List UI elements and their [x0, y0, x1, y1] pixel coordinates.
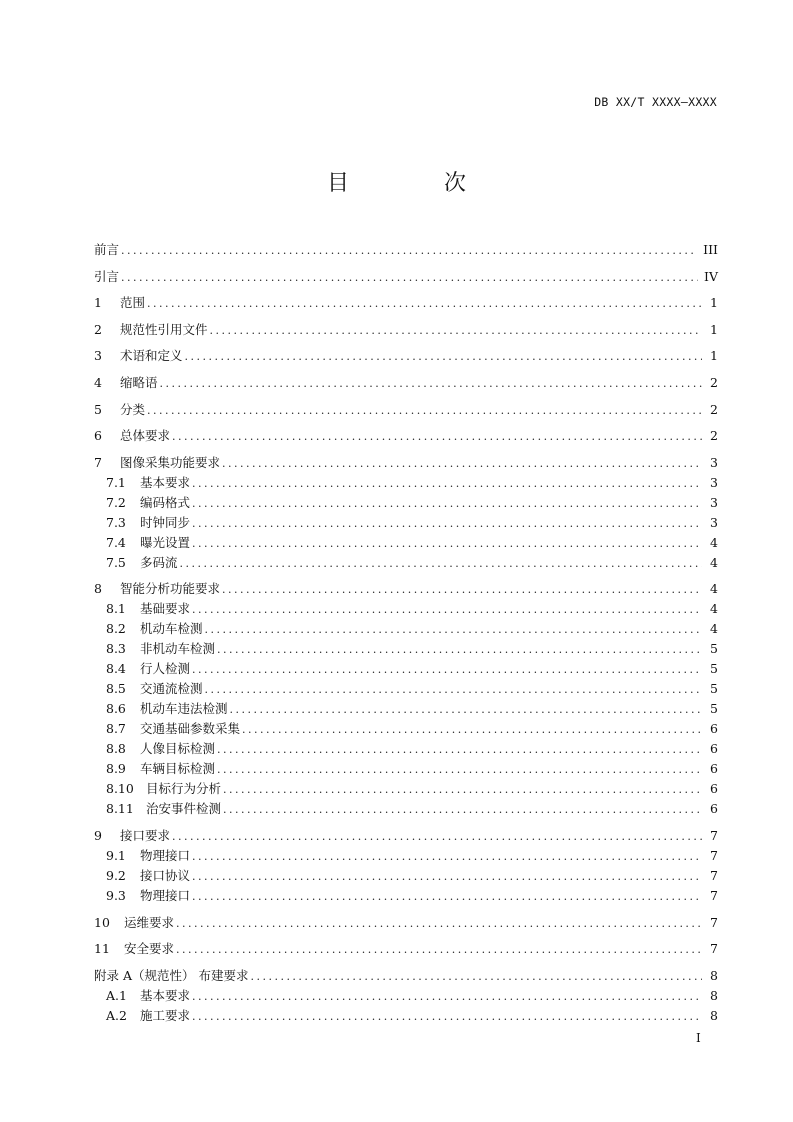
toc-entry-title: 接口协议 — [140, 867, 191, 883]
toc-entry-title: 目标行为分析 — [146, 781, 222, 797]
dot-leader — [222, 580, 702, 600]
toc-entry-number: 2 — [94, 321, 102, 337]
toc-entry[interactable] — [94, 267, 718, 287]
toc-entry[interactable] — [94, 739, 718, 759]
toc-entry-title: 基本要求 — [140, 474, 191, 490]
toc-entry-page: 1 — [710, 321, 718, 337]
toc-entry-page: 7 — [710, 847, 718, 863]
toc-entry[interactable] — [94, 759, 718, 779]
toc-entry-page: 4 — [710, 554, 718, 570]
toc-entry-title: 车辆目标检测 — [140, 761, 216, 777]
toc-entry-title: 术语和定义 — [120, 348, 183, 364]
dot-leader — [176, 940, 702, 960]
toc-entry-page: 5 — [710, 701, 718, 717]
toc-entry-title: 行人检测 — [140, 661, 191, 677]
dot-leader — [147, 294, 702, 314]
toc-entry[interactable] — [94, 400, 718, 420]
toc-entry-title: 智能分析功能要求 — [120, 581, 221, 597]
toc-entry-number: 8.9 — [106, 761, 126, 777]
dot-leader — [176, 914, 702, 934]
toc-entry[interactable] — [94, 373, 718, 393]
toc-entry-number: A.1 — [106, 987, 127, 1003]
dot-leader — [185, 347, 702, 367]
dot-leader — [180, 554, 702, 574]
toc-entry-page: 6 — [710, 741, 718, 757]
toc-entry-page: 8 — [710, 987, 718, 1003]
toc-entry-number: 5 — [94, 401, 102, 417]
toc-entry-number: 8 — [94, 581, 102, 597]
toc-entry-number: 9.1 — [106, 847, 126, 863]
toc-entry-title: 机动车违法检测 — [140, 701, 228, 717]
toc-entry-page: III — [703, 242, 718, 257]
document-code: DB XX/T XXXX—XXXX — [594, 95, 717, 109]
toc-entry[interactable] — [94, 473, 718, 493]
toc-entry-number: 7.2 — [106, 494, 126, 510]
toc-entry-title: 编码格式 — [140, 494, 191, 510]
toc-entry-number: 6 — [94, 428, 102, 444]
dot-leader — [192, 887, 702, 907]
toc-entry-title: 前言 — [94, 242, 120, 257]
toc-entry-title: 基础要求 — [140, 601, 191, 617]
dot-leader — [147, 401, 702, 421]
toc-entry[interactable] — [94, 579, 718, 599]
dot-leader — [121, 241, 697, 261]
toc-entry-title: 多码流 — [140, 554, 178, 570]
toc-entry-page: 8 — [710, 1007, 718, 1023]
toc-entry[interactable] — [94, 659, 718, 679]
toc-entry[interactable] — [94, 493, 718, 513]
dot-leader — [217, 640, 702, 660]
toc-entry-page: 6 — [710, 761, 718, 777]
dot-leader — [172, 827, 702, 847]
toc-entry-title: 规范性引用文件 — [120, 321, 208, 337]
toc-entry[interactable] — [94, 533, 718, 553]
toc-entry-title: 治安事件检测 — [146, 801, 222, 817]
toc-entry-title: 附录 A（规范性） 布建要求 — [94, 967, 249, 983]
toc-entry-number: 8.4 — [106, 661, 126, 677]
toc-entry[interactable] — [94, 599, 718, 619]
toc-entry-number: 7.3 — [106, 514, 126, 530]
toc-entry-page: 7 — [710, 827, 718, 843]
toc-entry-page: 3 — [710, 514, 718, 530]
toc-entry-number: 8.3 — [106, 641, 126, 657]
dot-leader — [230, 700, 702, 720]
dot-leader — [192, 474, 702, 494]
toc-entry-page: 3 — [710, 494, 718, 510]
toc-entry-title: 运维要求 — [124, 914, 175, 930]
dot-leader — [192, 514, 702, 534]
dot-leader — [223, 800, 702, 820]
toc-entry-page: IV — [704, 268, 718, 284]
toc-entry[interactable] — [94, 966, 718, 986]
toc-entry[interactable] — [94, 513, 718, 533]
toc-entry-number: 8.7 — [106, 721, 126, 737]
toc-entry-number: 1 — [94, 295, 102, 311]
toc-entry-page: 6 — [710, 801, 718, 817]
toc-entry-number: 8.8 — [106, 741, 126, 757]
toc-entry-number: A.2 — [106, 1007, 127, 1023]
dot-leader — [217, 760, 702, 780]
toc-entry[interactable] — [94, 866, 718, 886]
toc-entry-title: 基本要求 — [140, 987, 191, 1003]
toc-entry-number: 8.10 — [106, 781, 134, 797]
toc-entry-page: 1 — [710, 295, 718, 311]
toc-entry[interactable] — [94, 293, 718, 313]
dot-leader — [250, 967, 702, 987]
toc-entry-number: 9.2 — [106, 867, 126, 883]
toc-entry-page: 2 — [710, 428, 718, 444]
page-title: 目 次 — [327, 171, 510, 196]
table-of-contents — [94, 240, 718, 1026]
dot-leader — [205, 620, 702, 640]
toc-entry[interactable] — [94, 846, 718, 866]
toc-entry-number: 8.2 — [106, 621, 126, 637]
toc-entry[interactable] — [94, 939, 718, 959]
toc-entry-number: 4 — [94, 374, 102, 390]
toc-entry-title: 图像采集功能要求 — [120, 454, 221, 470]
toc-entry-title: 分类 — [120, 401, 146, 417]
toc-entry-number: 8.5 — [106, 681, 126, 697]
toc-entry-page: 2 — [710, 401, 718, 417]
toc-entry-title: 物理接口 — [140, 887, 191, 903]
toc-entry[interactable] — [94, 453, 718, 473]
toc-entry[interactable] — [94, 986, 718, 1006]
toc-entry-title: 缩略语 — [120, 374, 158, 390]
toc-entry-page: 2 — [710, 374, 718, 390]
page-number: I — [696, 1031, 701, 1045]
dot-leader — [223, 780, 702, 800]
toc-entry-page: 3 — [710, 454, 718, 470]
dot-leader — [242, 720, 702, 740]
toc-entry-page: 5 — [710, 681, 718, 697]
toc-entry-number: 10 — [94, 914, 110, 930]
toc-entry-page: 4 — [710, 581, 718, 597]
dot-leader — [160, 374, 702, 394]
toc-entry-number: 11 — [94, 941, 110, 957]
dot-leader — [121, 268, 698, 288]
toc-entry-page: 1 — [710, 348, 718, 364]
toc-entry[interactable] — [94, 679, 718, 699]
toc-entry-title: 人像目标检测 — [140, 741, 216, 757]
dot-leader — [192, 867, 702, 887]
toc-entry[interactable] — [94, 426, 718, 446]
toc-entry-page: 6 — [710, 721, 718, 737]
toc-entry-number: 9.3 — [106, 887, 126, 903]
toc-entry[interactable] — [94, 346, 718, 366]
toc-entry-number: 7 — [94, 454, 102, 470]
toc-entry[interactable] — [94, 639, 718, 659]
toc-entry-title: 时钟同步 — [140, 514, 191, 530]
dot-leader — [192, 534, 702, 554]
dot-leader — [222, 454, 702, 474]
toc-entry[interactable] — [94, 719, 718, 739]
dot-leader — [192, 987, 702, 1007]
toc-entry-number: 7.4 — [106, 534, 126, 550]
toc-entry-title: 施工要求 — [140, 1007, 191, 1023]
toc-entry-page: 4 — [710, 601, 718, 617]
toc-entry-number: 9 — [94, 827, 102, 843]
toc-entry[interactable] — [94, 1006, 718, 1026]
toc-entry-page: 6 — [710, 781, 718, 797]
toc-entry[interactable] — [94, 619, 718, 639]
dot-leader — [192, 1007, 702, 1027]
dot-leader — [217, 740, 702, 760]
toc-entry-title: 接口要求 — [120, 827, 171, 843]
toc-entry[interactable] — [94, 826, 718, 846]
toc-entry[interactable] — [94, 779, 718, 799]
toc-entry-title: 机动车检测 — [140, 621, 203, 637]
dot-leader — [192, 660, 702, 680]
toc-entry-page: 7 — [710, 914, 718, 930]
toc-entry-title: 引言 — [94, 268, 120, 284]
toc-entry-title: 交通流检测 — [140, 681, 203, 697]
toc-entry-number: 8.6 — [106, 701, 126, 717]
toc-entry-number: 8.1 — [106, 601, 126, 617]
toc-entry[interactable] — [94, 799, 718, 819]
toc-entry-title: 物理接口 — [140, 847, 191, 863]
toc-entry-title: 范围 — [120, 295, 146, 311]
toc-entry-page: 8 — [710, 967, 718, 983]
dot-leader — [172, 427, 702, 447]
toc-entry-title: 安全要求 — [124, 941, 175, 957]
toc-entry-title: 交通基础参数采集 — [140, 721, 241, 737]
dot-leader — [192, 847, 702, 867]
toc-entry[interactable] — [94, 699, 718, 719]
toc-entry-number: 3 — [94, 348, 102, 364]
toc-entry-page: 4 — [710, 534, 718, 550]
toc-entry-number: 7.5 — [106, 554, 126, 570]
toc-entry-title: 非机动车检测 — [140, 641, 216, 657]
toc-entry-page: 4 — [710, 621, 718, 637]
toc-entry[interactable] — [94, 320, 718, 340]
toc-entry[interactable] — [94, 240, 718, 260]
dot-leader — [210, 321, 702, 341]
toc-entry[interactable] — [94, 913, 718, 933]
toc-entry-number: 7.1 — [106, 474, 126, 490]
dot-leader — [205, 680, 702, 700]
toc-entry-title: 总体要求 — [120, 428, 171, 444]
toc-entry-page: 7 — [710, 867, 718, 883]
toc-entry-page: 3 — [710, 474, 718, 490]
toc-entry-page: 7 — [710, 941, 718, 957]
toc-entry-page: 7 — [710, 887, 718, 903]
dot-leader — [192, 600, 702, 620]
toc-entry[interactable] — [94, 553, 718, 573]
toc-entry-number: 8.11 — [106, 801, 134, 817]
toc-entry-page: 5 — [710, 641, 718, 657]
toc-entry[interactable] — [94, 886, 718, 906]
dot-leader — [192, 494, 702, 514]
toc-entry-title: 曝光设置 — [140, 534, 191, 550]
toc-entry-page: 5 — [710, 661, 718, 677]
